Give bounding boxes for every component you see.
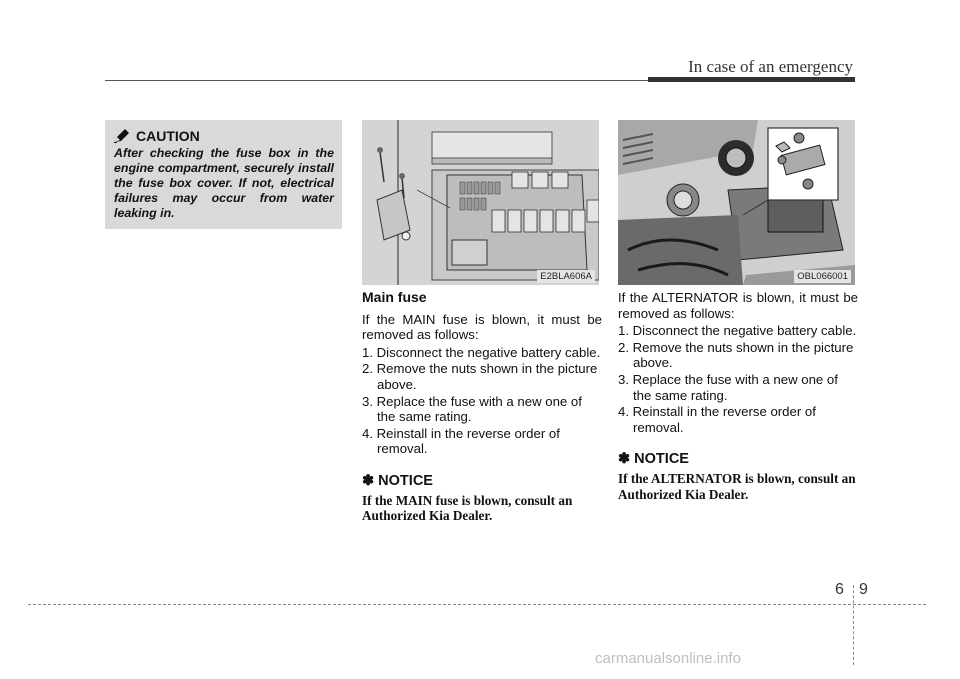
header-accent-bar xyxy=(648,77,855,82)
fuse-box-illustration xyxy=(362,120,599,285)
figure-code-label: E2BLA606A xyxy=(537,270,595,283)
step-item: 4. Reinstall in the reverse order of removal. xyxy=(362,425,560,457)
step-item: 1. Disconnect the negative battery cable. xyxy=(618,323,857,339)
footer-page-separator xyxy=(853,585,854,665)
caution-text: After checking the fuse box in the engine compartment, securely install the fuse box cover. If not, electrical failures may occur from water leaking in. xyxy=(114,146,334,220)
intro-paragraph: If the ALTERNATOR is blown, it must be removed as follows: xyxy=(618,290,858,321)
alternator-section xyxy=(618,290,858,502)
section-heading: Main fuse xyxy=(362,289,427,305)
main-fuse-section xyxy=(362,290,602,524)
notice-text: If the ALTERNATOR is blown, consult an Authorized Kia Dealer. xyxy=(618,470,856,502)
main-fuse-figure xyxy=(362,120,599,285)
engine-bay-illustration xyxy=(618,120,855,285)
watermark-text: carmanualsonline.info xyxy=(595,650,741,667)
caution-title: CAUTION xyxy=(136,128,200,144)
caution-header xyxy=(114,128,334,144)
intro-paragraph: If the MAIN fuse is blown, it must be removed as follows: xyxy=(362,311,602,343)
header-title: In case of an emergency xyxy=(688,57,853,76)
footer-divider xyxy=(28,604,926,605)
step-item: 4. Reinstall in the reverse order of removal. xyxy=(618,404,816,435)
alternator-fuse-figure xyxy=(618,120,855,285)
notice-text: If the MAIN fuse is blown, consult an Authorized Kia Dealer. xyxy=(362,492,573,524)
step-item: 3. Replace the fuse with a new one of the same rating. xyxy=(362,393,582,425)
chapter-number: 6 xyxy=(835,581,844,598)
page-number: 9 xyxy=(859,581,868,598)
step-item: 2. Remove the nuts shown in the picture above. xyxy=(362,361,598,392)
step-item: 1. Disconnect the negative battery cable. xyxy=(362,344,601,360)
caution-box xyxy=(105,120,342,229)
step-item: 2. Remove the nuts shown in the picture above. xyxy=(618,339,854,371)
pencil-icon xyxy=(114,129,130,143)
step-item: 3. Replace the fuse with a new one of the same rating. xyxy=(618,371,838,403)
notice-title: ✽ NOTICE xyxy=(618,451,689,468)
notice-title: ✽ NOTICE xyxy=(362,472,433,489)
figure-code-label: OBL066001 xyxy=(794,270,851,283)
